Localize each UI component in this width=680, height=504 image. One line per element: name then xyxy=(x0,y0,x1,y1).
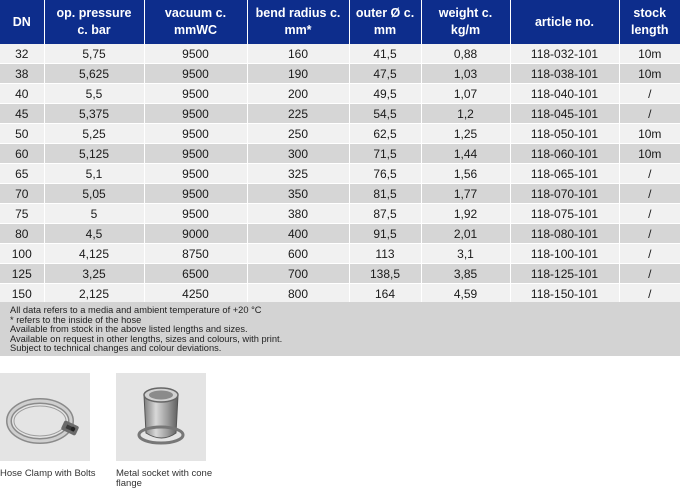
note-temperature: All data refers to a media and ambient temperature of +20 °C xyxy=(10,305,262,315)
cell-dn: 80 xyxy=(0,224,44,244)
cell-op-pressure: 5,1 xyxy=(44,164,144,184)
cell-article-no: 118-045-101 xyxy=(510,104,619,124)
cell-outer-diameter: 47,5 xyxy=(349,64,421,84)
cell-op-pressure: 5,375 xyxy=(44,104,144,124)
cell-article-no: 118-038-101 xyxy=(510,64,619,84)
cell-dn: 32 xyxy=(0,44,44,64)
cell-dn: 70 xyxy=(0,184,44,204)
cell-stock-length: 10m xyxy=(619,144,680,164)
cell-article-no: 118-080-101 xyxy=(510,224,619,244)
cell-vacuum: 9500 xyxy=(144,104,247,124)
cell-op-pressure: 5 xyxy=(44,204,144,224)
table-row xyxy=(0,144,680,164)
cell-op-pressure: 2,125 xyxy=(44,284,144,304)
cell-bend-radius: 380 xyxy=(247,204,349,224)
cell-stock-length: / xyxy=(619,84,680,104)
cell-vacuum: 9500 xyxy=(144,204,247,224)
cell-vacuum: 9500 xyxy=(144,124,247,144)
cell-weight: 1,44 xyxy=(421,144,510,164)
cell-article-no: 118-070-101 xyxy=(510,184,619,204)
cell-op-pressure: 5,625 xyxy=(44,64,144,84)
cell-op-pressure: 5,125 xyxy=(44,144,144,164)
cell-weight: 3,85 xyxy=(421,264,510,284)
cell-outer-diameter: 76,5 xyxy=(349,164,421,184)
cell-article-no: 118-060-101 xyxy=(510,144,619,164)
table-row xyxy=(0,184,680,204)
cell-vacuum: 4250 xyxy=(144,284,247,304)
note-disclaimer: Subject to technical changes and colour deviations. xyxy=(10,343,222,354)
cell-weight: 1,92 xyxy=(421,204,510,224)
cell-bend-radius: 800 xyxy=(247,284,349,304)
cell-article-no: 118-125-101 xyxy=(510,264,619,284)
cell-bend-radius: 200 xyxy=(247,84,349,104)
cell-weight: 4,59 xyxy=(421,284,510,304)
header-bend-radius: bend radius c. mm* xyxy=(247,0,349,44)
cell-outer-diameter: 91,5 xyxy=(349,224,421,244)
cell-weight: 2,01 xyxy=(421,224,510,244)
note-inside-hose: * refers to the inside of the hose xyxy=(10,314,142,325)
cell-bend-radius: 225 xyxy=(247,104,349,124)
cell-bend-radius: 190 xyxy=(247,64,349,84)
cell-article-no: 118-075-101 xyxy=(510,204,619,224)
cell-op-pressure: 4,5 xyxy=(44,224,144,244)
cell-article-no: 118-050-101 xyxy=(510,124,619,144)
cell-dn: 50 xyxy=(0,124,44,144)
cell-article-no: 118-100-101 xyxy=(510,244,619,264)
table-row xyxy=(0,84,680,104)
cell-vacuum: 9000 xyxy=(144,224,247,244)
cell-stock-length: / xyxy=(619,184,680,204)
cell-dn: 100 xyxy=(0,244,44,264)
cell-bend-radius: 600 xyxy=(247,244,349,264)
cell-stock-length: / xyxy=(619,264,680,284)
cell-outer-diameter: 71,5 xyxy=(349,144,421,164)
cell-vacuum: 9500 xyxy=(144,144,247,164)
cell-dn: 40 xyxy=(0,84,44,104)
cell-op-pressure: 5,05 xyxy=(44,184,144,204)
cell-bend-radius: 160 xyxy=(247,44,349,64)
header-op-pressure: op. pressure c. bar xyxy=(44,0,144,44)
cell-outer-diameter: 54,5 xyxy=(349,104,421,124)
cell-op-pressure: 5,75 xyxy=(44,44,144,64)
cell-stock-length: 10m xyxy=(619,124,680,144)
table-row xyxy=(0,104,680,124)
cell-op-pressure: 3,25 xyxy=(44,264,144,284)
cell-weight: 1,03 xyxy=(421,64,510,84)
cell-article-no: 118-065-101 xyxy=(510,164,619,184)
cell-dn: 38 xyxy=(0,64,44,84)
cell-weight: 1,25 xyxy=(421,124,510,144)
cell-op-pressure: 4,125 xyxy=(44,244,144,264)
header-outer-diameter: outer Ø c. mm xyxy=(349,0,421,44)
metal-socket-label: Metal socket with cone flange xyxy=(116,468,213,489)
cell-stock-length: 10m xyxy=(619,44,680,64)
note-stock: Available from stock in the above listed lengths and sizes. xyxy=(10,324,248,335)
cell-outer-diameter: 49,5 xyxy=(349,84,421,104)
cell-vacuum: 8750 xyxy=(144,244,247,264)
cell-weight: 0,88 xyxy=(421,44,510,64)
cell-bend-radius: 400 xyxy=(247,224,349,244)
header-article-no: article no. xyxy=(510,0,619,44)
metal-socket-icon xyxy=(116,373,206,461)
table-row xyxy=(0,224,680,244)
cell-outer-diameter: 138,5 xyxy=(349,264,421,284)
cell-dn: 45 xyxy=(0,104,44,124)
cell-vacuum: 6500 xyxy=(144,264,247,284)
cell-outer-diameter: 62,5 xyxy=(349,124,421,144)
cell-bend-radius: 350 xyxy=(247,184,349,204)
cell-article-no: 118-032-101 xyxy=(510,44,619,64)
cell-vacuum: 9500 xyxy=(144,64,247,84)
hose-clamp-icon xyxy=(0,373,90,461)
cell-dn: 60 xyxy=(0,144,44,164)
cell-dn: 150 xyxy=(0,284,44,304)
cell-outer-diameter: 164 xyxy=(349,284,421,304)
cell-bend-radius: 300 xyxy=(247,144,349,164)
cell-bend-radius: 325 xyxy=(247,164,349,184)
cell-bend-radius: 700 xyxy=(247,264,349,284)
cell-op-pressure: 5,5 xyxy=(44,84,144,104)
cell-vacuum: 9500 xyxy=(144,184,247,204)
cell-outer-diameter: 41,5 xyxy=(349,44,421,64)
header-weight: weight c. kg/m xyxy=(421,0,510,44)
table-header-row xyxy=(0,0,680,44)
table-row xyxy=(0,164,680,184)
cell-stock-length: 10m xyxy=(619,64,680,84)
header-stock-length: stock length xyxy=(619,0,680,44)
cell-weight: 3,1 xyxy=(421,244,510,264)
cell-article-no: 118-150-101 xyxy=(510,284,619,304)
cell-stock-length: / xyxy=(619,104,680,124)
cell-outer-diameter: 81,5 xyxy=(349,184,421,204)
header-vacuum: vacuum c. mmWC xyxy=(144,0,247,44)
table-row xyxy=(0,44,680,64)
cell-outer-diameter: 113 xyxy=(349,244,421,264)
cell-bend-radius: 250 xyxy=(247,124,349,144)
cell-article-no: 118-040-101 xyxy=(510,84,619,104)
cell-op-pressure: 5,25 xyxy=(44,124,144,144)
cell-weight: 1,07 xyxy=(421,84,510,104)
table-row xyxy=(0,244,680,264)
table-body xyxy=(0,44,680,304)
metal-socket-image xyxy=(116,373,206,461)
cell-stock-length: / xyxy=(619,204,680,224)
table-row xyxy=(0,64,680,84)
cell-stock-length: / xyxy=(619,284,680,304)
table-row xyxy=(0,264,680,284)
cell-vacuum: 9500 xyxy=(144,164,247,184)
cell-dn: 125 xyxy=(0,264,44,284)
cell-stock-length: / xyxy=(619,224,680,244)
cell-weight: 1,56 xyxy=(421,164,510,184)
header-dn: DN xyxy=(0,0,44,44)
note-on-request: Available on request in other lengths, sizes and colours, with print. xyxy=(10,333,283,344)
cell-vacuum: 9500 xyxy=(144,44,247,64)
cell-dn: 75 xyxy=(0,204,44,224)
hose-clamp-image xyxy=(0,373,90,461)
cell-outer-diameter: 87,5 xyxy=(349,204,421,224)
cell-vacuum: 9500 xyxy=(144,84,247,104)
table-row xyxy=(0,124,680,144)
cell-weight: 1,77 xyxy=(421,184,510,204)
cell-weight: 1,2 xyxy=(421,104,510,124)
table-row xyxy=(0,284,680,304)
cell-stock-length: / xyxy=(619,164,680,184)
table-row xyxy=(0,204,680,224)
footnotes xyxy=(0,302,680,356)
cell-dn: 65 xyxy=(0,164,44,184)
cell-stock-length: / xyxy=(619,244,680,264)
hose-clamp-label: Hose Clamp with Bolts xyxy=(0,468,96,479)
